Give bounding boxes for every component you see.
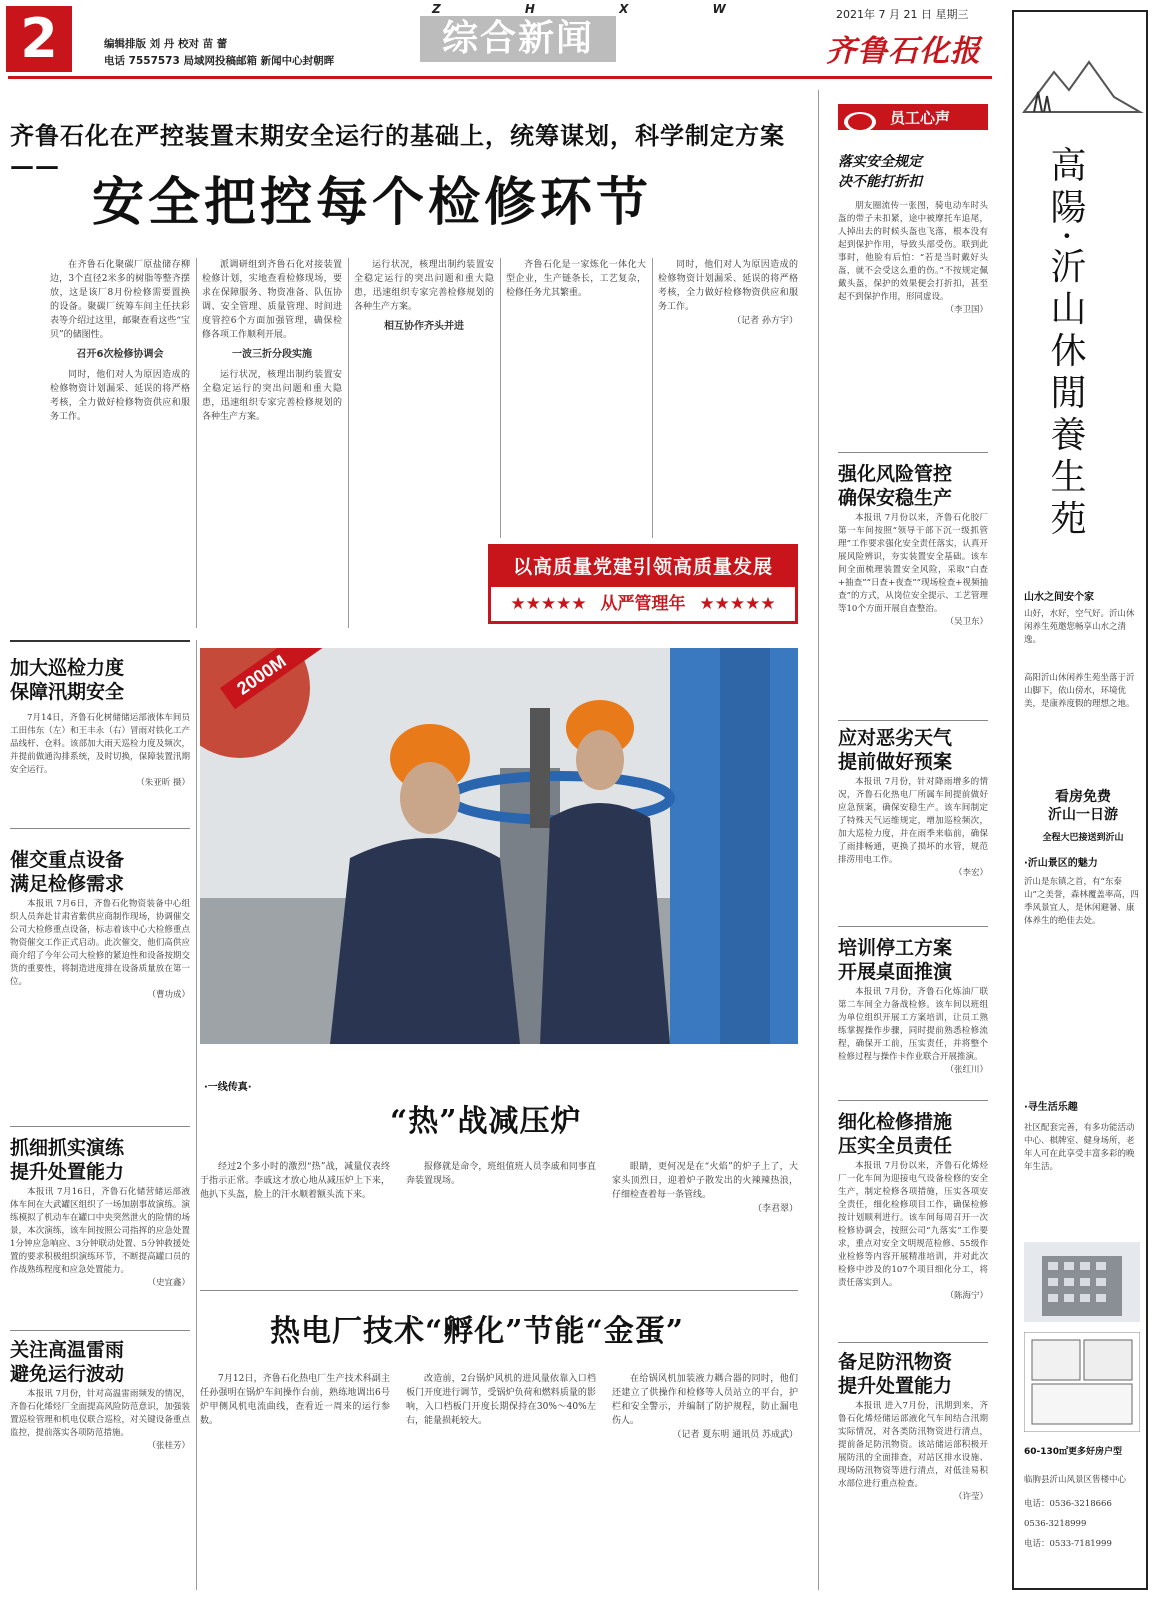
story-divider <box>10 1330 190 1331</box>
right-story-2-byline: （李宏） <box>953 868 988 878</box>
story-divider <box>838 926 988 927</box>
lead-subhead-2: 一波三折分段实施 <box>232 349 312 360</box>
right-story-4-headline <box>838 1110 988 1158</box>
right-story-4-byline: （陈海宁） <box>945 1291 988 1301</box>
feature1-col2-text: 报修就是命令，班组值班人员李戚和同事直奔装置现场。 <box>406 1162 596 1186</box>
right-story-2-headline <box>838 726 988 774</box>
story-divider <box>10 828 190 829</box>
feature1-headline: “热”战减压炉 <box>390 1104 582 1139</box>
feature2-col3-text: 在给锅风机加装液力耦合器的同时，他们还建立了供操作和检修等人员站立的平台，护栏和安全警示，并编制了防护规程，防止漏电伤人。 <box>612 1374 798 1426</box>
voice-body <box>838 200 988 440</box>
left-story-3-body <box>10 1186 190 1316</box>
ad-body-2: 沂山是东镇之首，有“东泰山”之美誉，森林覆盖率高，四季风景宜人，是休闲避暑、康体养生的绝佳去处。 <box>1024 877 1139 926</box>
feature1-col1-text: 经过2个多小时的激烈“热”战，减量仪表终于指示正常。李戚这才放心地从减压炉上下来，他扒下头盔，脸上的汗水顺着额头流下来。 <box>200 1162 390 1200</box>
left-story-1-headline <box>10 656 190 704</box>
left-story-4-title: 关注高温雷雨 避免运行波动 <box>10 1339 125 1385</box>
story-divider <box>838 452 988 453</box>
ad-body-1: 高阳沂山休闲养生苑坐落于沂山脚下，依山傍水，环境优美，是康养度假的理想之地。 <box>1024 673 1135 709</box>
lead-col3-text: 运行状况，核理出制约装置安全稳定运行的突出问题和重大隐患，迅速组织专家完善检修规划的各种生产方案。 <box>354 260 494 312</box>
section-title: 综合新闻 <box>420 16 616 62</box>
left-story-2-title: 催交重点设备 满足检修需求 <box>10 849 125 895</box>
lead-headline: 安全把控每个检修环节 <box>92 173 653 233</box>
right-story-1-headline <box>838 462 988 510</box>
ad-bus-note: 全程大巴接送到沂山 <box>1042 833 1124 843</box>
right-story-5-headline <box>838 1350 988 1398</box>
feature1-column-2 <box>406 1160 596 1260</box>
building-photo <box>1024 1242 1140 1322</box>
feature1-column-3 <box>612 1160 798 1260</box>
right-story-1-title: 强化风险管控 确保安稳生产 <box>838 463 953 509</box>
lead-kicker: 齐鲁石化在严控装置末期安全运行的基础上，统筹谋划，科学制定方案—— <box>10 121 785 180</box>
right-story-4-text: 本报讯 7月份以来，齐鲁石化烯烃厂一化车间为迎接电气设备检修的安全生产，制定检修各项措施，压实各项安全责任，细化检修项目工作，确保检修按计划顺利进行。该车间每周召开一次检修协调会，按照公司“九落实”工作要求，重点对安全文明规范检修、55级作业检修等内容开展精准培训，并对此次检修中涉及的107个项目细化分工，将责任落实到人。 <box>838 1161 988 1288</box>
left-story-4-byline: （张桂芳） <box>147 1441 190 1451</box>
column-rule <box>348 258 349 628</box>
ad-promo: 看房免费 沂山一日游 <box>1048 789 1118 823</box>
ad-area: 60-130㎡更多好房户型 <box>1024 1447 1123 1457</box>
lead-column-1 <box>50 258 190 628</box>
voice-title-text: 落实安全规定 决不能打折扣 <box>838 154 922 190</box>
ad-body-3: 社区配套完善，有多功能活动中心、棋牌室、健身场所，老年人可在此享受丰富多彩的晚年生活。 <box>1024 1123 1135 1172</box>
left-story-3-headline <box>10 1136 190 1184</box>
lead-column-5 <box>658 258 798 538</box>
feature2-column-1 <box>200 1372 390 1592</box>
right-story-3-text: 本报讯 7月份，齐鲁石化炼油厂联第二车间全力备战检修。该车间以班组为单位组织开展工方案培训，让员工熟练掌握操作步骤，同时提前熟悉检修流程，确保开工前，压实责任，并将整个检修过程与操作卡作业联合开展推演。 <box>838 987 988 1062</box>
ad-phone-3: 电话：0533-7181999 <box>1024 1539 1112 1549</box>
left-story-3-byline: （史宜鑫） <box>147 1278 190 1288</box>
lead-photo <box>200 648 798 1044</box>
right-story-5-title: 备足防汛物资 提升处置能力 <box>838 1351 953 1397</box>
voice-byline: （李卫国） <box>945 305 988 315</box>
ad-section-1: ·沂山景区的魅力 <box>1024 858 1098 869</box>
story-divider <box>838 1342 988 1343</box>
feature2-column-3 <box>612 1372 798 1592</box>
floor-plan-image <box>1024 1332 1140 1432</box>
ad-title <box>1038 124 1098 564</box>
feature2-col2-text: 改造前，2台锅炉风机的进风量依靠入口档板门开度进行调节，受锅炉负荷和燃料质量的影响，入口档板门开度长期保持在30%～40%左右，能量损耗较大。 <box>406 1374 596 1426</box>
lead-column-2 <box>202 258 342 628</box>
ad-title-text: 高陽·沂山休閒養生苑 <box>1045 146 1086 542</box>
lead-col2-text: 派调研组到齐鲁石化对接装置检修计划，实地查看检修现场，要求在保障服务、物资准备、队伍协调、安全管理、质量管理、时间进度管控6个方面加强管理，确保检修各项工作顺利开展。 <box>202 260 342 340</box>
feature2-headline: 热电厂技术“孵化”节能“金蛋” <box>270 1314 685 1349</box>
workers-valve-photo <box>200 648 798 1044</box>
column-rule <box>500 258 501 538</box>
lead-column-sign: 相互协作齐头并进 <box>384 321 464 332</box>
lead-column-4 <box>506 258 646 538</box>
newspaper-name: 齐鲁石化报 <box>826 34 981 69</box>
editor-info <box>104 36 334 70</box>
page-number: 2 <box>6 6 72 72</box>
right-story-5-byline: （许莹） <box>953 1492 988 1502</box>
right-story-5-text: 本报讯 进入7月份，汛期到来，齐鲁石化烯烃储运部液化气车间结合汛期实际情况，对各类防汛物资进行清点，提前备足防汛物资。该站储运部积极开展防汛的全面排查，对站区排水设施、现场防汛物资等进行清点，对低洼易积水部位进行重点检查。 <box>838 1401 988 1489</box>
voice-badge <box>838 104 988 130</box>
left-story-1-title: 加大巡检力度 保障汛期安全 <box>10 657 125 703</box>
banner-subtitle <box>491 587 795 621</box>
voice-badge-label: 员工心声 <box>890 110 951 127</box>
right-story-3-headline <box>838 936 988 984</box>
party-banner <box>488 544 798 624</box>
right-story-2-body <box>838 776 988 916</box>
right-story-1-text: 本报讯 7月份以来，齐鲁石化胶厂第一车间按照“领导干部下沉一级抓管理”工作要求强化安全责任落实，认真开展风险辨识，夯实装置安全基础。该车间全面梳理装置安全风险，采取“白查+抽查”“日查+夜查”“现场检查+视频抽查”的方式，从岗位安全提示、工艺管理等10个方面开展自查整治。 <box>838 513 988 614</box>
lead-byline: （记者 孙方宇） <box>732 316 798 326</box>
left-column-rule <box>10 640 190 642</box>
photo-sign-text: 2000M <box>233 650 290 699</box>
left-story-2-body <box>10 898 190 1118</box>
feature-tag: ·一线传真· <box>204 1082 252 1093</box>
ad-section-2: ·寻生活乐趣 <box>1024 1102 1078 1113</box>
right-story-1-body <box>838 512 988 712</box>
right-story-1-byline: （吴卫东） <box>945 617 988 627</box>
column-rule <box>818 90 819 1590</box>
editor-line-2: 电话 7557573 局域网投稿邮箱 新闻中心封朝晖 <box>104 55 335 67</box>
ad-contact: 临朐县沂山风景区售楼中心 <box>1024 1475 1127 1485</box>
left-story-1-body <box>10 712 190 812</box>
column-rule <box>652 258 653 538</box>
right-story-4-title: 细化检修措施 压实全员责任 <box>838 1111 953 1157</box>
editor-line-1: 编辑排版 刘 丹 校对 苗 蕾 <box>104 38 228 50</box>
ad-tagline: 山水之间安个家 <box>1024 592 1094 603</box>
right-story-4-body <box>838 1160 988 1336</box>
right-story-5-body <box>838 1400 988 1590</box>
voice-text: 朋友圈流传一张图，骑电动车时头盔的带子未扣紧，途中被摩托车追尾，人掉出去的时候头盔也飞落，根本没有起到保护作用，导致头部受伤。联到此事时，他脸有后怕：“若是当时戴好头盔，就不会受这么重的伤。”不按规定佩戴头盔，保护的效果便会打折扣，甚至起不到保护作用，形同虚设。 <box>838 201 988 302</box>
ad-phone-1: 电话：0536-3218666 <box>1024 1499 1112 1509</box>
story-divider <box>838 720 988 721</box>
advertisement <box>1012 10 1148 1590</box>
left-story-2-headline <box>10 848 190 896</box>
lead-col5-text: 同时，他们对人为原因造成的检修物资计划漏采、延误的将严格考核，全力做好检修物资供应和服务工作。 <box>658 260 798 312</box>
feature2-byline: （记者 夏东明 通讯员 苏成武） <box>672 1430 798 1440</box>
ad-phone-2: 0536-3218999 <box>1024 1519 1087 1529</box>
lead-col4-text: 齐鲁石化是一家炼化一体化大型企业，生产链条长，工艺复杂，检修任务尤其繁重。 <box>506 260 646 298</box>
story-divider <box>10 1126 190 1127</box>
ad-intro: 山好，水好，空气好。沂山休闲养生苑邀您畅享山水之清逸。 <box>1024 609 1135 645</box>
lead-col1-text: 在齐鲁石化聚碳厂原盐储存柳边，3个直径2米多的树脂等整齐摆放，这是该厂8月份检修需要置换的设备。聚碳厂统筹车间主任扶彩表等介绍过这里，邮聚查看这些“宝贝”的储图性。 <box>50 260 190 340</box>
lead-col1-text-b: 同时，他们对人为原因造成的检修物资计划漏采、延误的将严格考核，全力做好检修物资供应和服务工作。 <box>50 370 190 422</box>
left-story-2-text: 本报讯 7月6日，齐鲁石化物资装备中心组织人员奔赴甘肃省紫供应商制作现场，协调催交公司大检修重点设备，标志着该中心大检修重点物资催交工作正式启动。此次催交，他们高供应商介绍了今年公司大检修的紧迫性和设备按期交货的重要性，将制造进度排在设备质量放在第一位。 <box>10 899 190 987</box>
left-story-4-text: 本报讯 7月份，针对高温雷雨频发的情况，齐鲁石化烯烃厂全面提高风险防范意识，加强装置巡检管理和机电仪联合巡检，对关键设备重点监控，提前落实各项防范措施。 <box>10 1389 190 1438</box>
right-story-2-text: 本报讯 7月份，针对降雨增多的情况，齐鲁石化热电厂所属车间提前做好应急预案，确保安稳生产。该车间制定了特殊天气运维规定，增加巡检频次，加大巡检力度，并在雨季来临前，确保了雨排畅通，更换了损坏的水管，规范排涝用电工作。 <box>838 777 988 865</box>
story-divider <box>838 1100 988 1101</box>
left-story-3-text: 本报讯 7月16日，齐鲁石化储营储运部液体车间在大武罐区组织了一场加剧事故演练。演练模拟了机动车在罐口中央突然泄火的险情的场景，本次演练，该车间按照公司指挥的应急处置1分钟应急响应、3分钟联动处置、5分钟救援处置的要求积极组织演练环节，不断提高罐口员的作战熟练程度和应急处置能力。 <box>10 1187 190 1275</box>
lead-col2-text-b: 运行状况，核理出制约装置安全稳定运行的突出问题和重大隐患，迅速组织专家完善检修规划的各种生产方案。 <box>202 370 342 422</box>
left-story-4-headline <box>10 1338 190 1386</box>
section-rule <box>200 1290 798 1291</box>
right-story-3-body <box>838 986 988 1092</box>
right-story-3-title: 培训停工方案 开展桌面推演 <box>838 937 953 983</box>
lead-column-3 <box>354 258 494 628</box>
column-rule <box>196 640 197 1590</box>
feature2-column-2 <box>406 1372 596 1592</box>
lead-subhead-1: 召开6次检修协调会 <box>76 349 164 360</box>
left-story-1-text: 7月14日，齐鲁石化树储储运部液体车间员工田伟东（左）和王丰永（右）冒雨对铁化工产品线杆、仓料。该部加大雨天巡检力度及频次，并提前做通沟排系统，及时切换，保障装置汛期安全运行。 <box>10 713 190 775</box>
feature1-byline: （李君翠） <box>752 1204 798 1214</box>
feature1-col3-text: 眼睛，更何况是在“火焰”的炉子上了，大家头顶烈日，迎着炉子散发出的火辣辣热浪，仔细检查着每一条管线。 <box>612 1162 798 1200</box>
mountain-icon <box>1014 52 1148 122</box>
right-story-2-title: 应对恶劣天气 提前做好预案 <box>838 727 953 773</box>
left-story-2-byline: （曹功成） <box>147 990 190 1000</box>
left-story-1-byline: （朱亚昕 摄） <box>136 778 190 788</box>
banner-stars-right: ★★★★★ <box>699 594 776 614</box>
voice-title <box>838 152 988 192</box>
section-pinyin: Z H X W <box>432 2 766 16</box>
feature2-col1-text: 7月12日，齐鲁石化热电厂生产技术科副主任孙强明在锅炉车间操作台前，熟练地调出6号炉甲侧风机电流曲线，查看近一周来的运行参数。 <box>200 1374 390 1426</box>
banner-slogan: 以高质量党建引领高质量发展 <box>491 547 795 587</box>
column-rule <box>196 258 197 628</box>
issue-date: 2021年 7 月 21 日 星期三 <box>836 8 969 21</box>
left-story-4-body <box>10 1388 190 1588</box>
banner-stars-left: ★★★★★ <box>510 594 587 614</box>
masthead-rule <box>8 76 992 79</box>
left-story-3-title: 抓细抓实演练 提升处置能力 <box>10 1137 125 1183</box>
banner-title: 从严管理年 <box>600 594 686 614</box>
right-story-3-byline: （张红川） <box>945 1065 988 1075</box>
feature1-column-1 <box>200 1160 390 1260</box>
